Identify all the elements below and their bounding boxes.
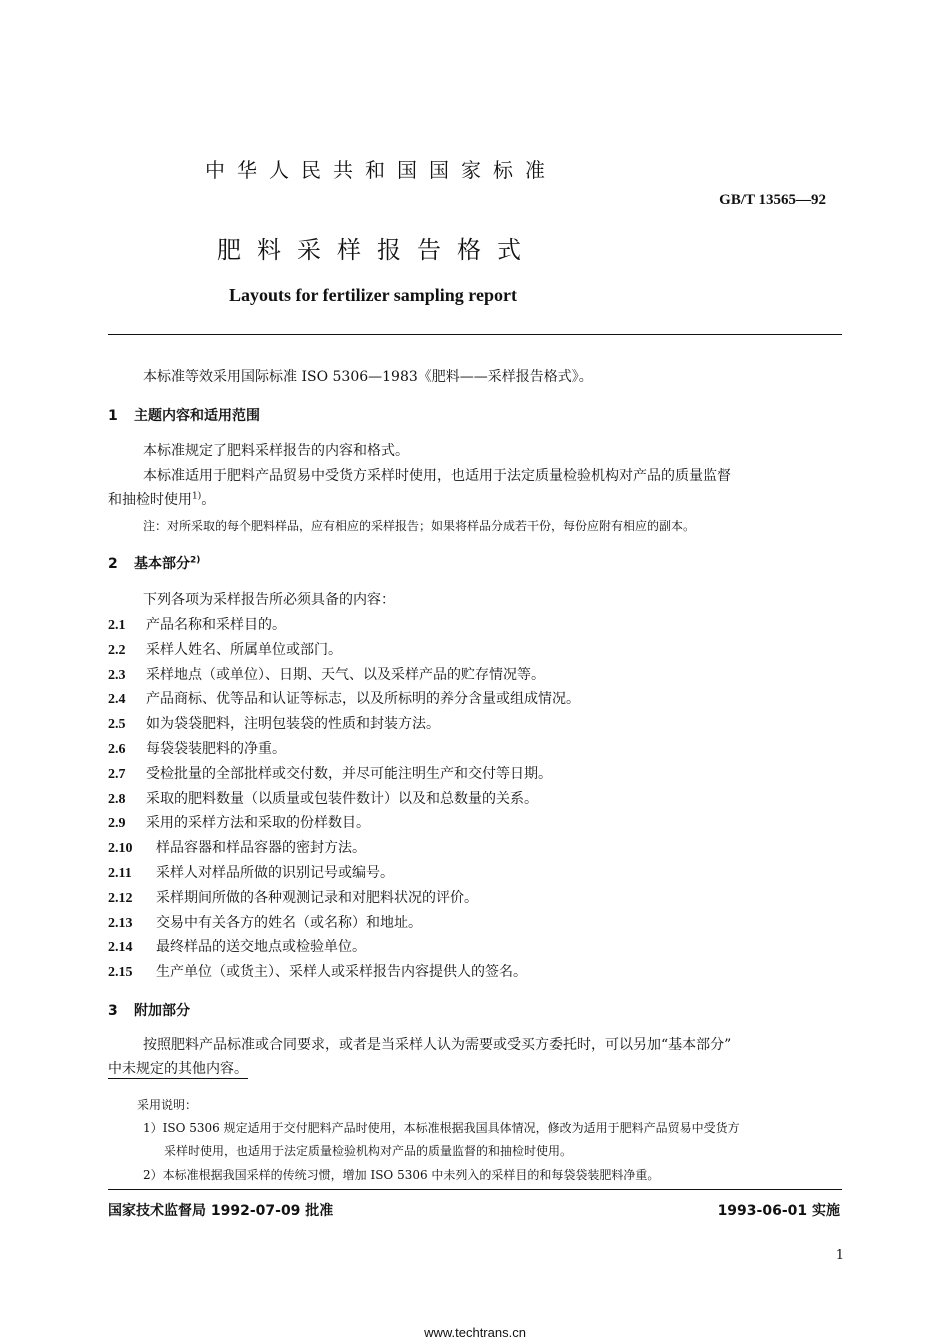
clause-text: 生产单位（或货主）、采样人或采样报告内容提供人的签名。: [156, 964, 527, 981]
clause-text: 样品容器和样品容器的密封方法。: [156, 840, 366, 857]
clause-number: 2.7: [108, 766, 126, 782]
clause-text: 采样人对样品所做的识别记号或编号。: [156, 865, 394, 881]
clause-text: 产品商标、优等品和认证等标志，以及所标明的养分含量或组成情况。: [146, 691, 580, 708]
clause-item: [108, 713, 440, 733]
clause-text: 每袋袋装肥料的净重。: [146, 741, 286, 757]
clause-text: 采样人姓名、所属单位或部门。: [146, 641, 342, 658]
section-1-paragraph-2-end: 。: [201, 492, 216, 508]
clause-number: 2.5: [108, 717, 126, 733]
clause-item: [108, 887, 478, 907]
clause-number: 2.10: [108, 841, 133, 857]
clause-text: 采样期间所做的各种观测记录和对肥料状况的评价。: [156, 889, 478, 906]
section-2-lead: 下列各项为采样报告所必须具备的内容：: [143, 592, 395, 608]
section-3-heading: [108, 1000, 190, 1020]
section-3-paragraph-line-2-text: 中未规定的其他内容。: [108, 1061, 248, 1077]
clause-item: [108, 812, 370, 832]
clause-text: 最终样品的送交地点或检验单位。: [156, 939, 366, 956]
clause-item: [108, 738, 286, 758]
section-1-note: 注：对所采取的每个肥料样品，应有相应的采样报告；如果将样品分成若干份，每份应附有相应的副本。: [143, 519, 696, 533]
clause-number: 2.11: [108, 866, 132, 881]
clause-number: 2.6: [108, 742, 126, 757]
clause-item: [108, 936, 366, 956]
section-3-number: 3: [108, 1003, 118, 1019]
section-3-paragraph-line-1: 按照肥料产品标准或合同要求，或者是当采样人认为需要或受买方委托时，可以另加“基本部分”: [143, 1037, 732, 1053]
clause-item: [108, 961, 527, 981]
footnote-ref-2: 2): [190, 555, 201, 566]
document-title-english: Layouts for fertilizer sampling report: [229, 285, 517, 305]
clause-number: 2.13: [108, 915, 133, 931]
clause-text: 受检批量的全部批样或交付数，并尽可能注明生产和交付等日期。: [146, 765, 552, 782]
section-3-title: 附加部分: [134, 1003, 190, 1019]
clause-item: [108, 614, 286, 634]
section-2-number: 2: [108, 556, 118, 572]
footer-divider: [108, 1189, 842, 1190]
section-1-number: 1: [108, 408, 118, 424]
section-1-paragraph-1: 本标准规定了肥料采样报告的内容和格式。: [143, 443, 409, 459]
website-link[interactable]: www.techtrans.cn: [424, 1325, 526, 1340]
adoption-notes-heading: 采用说明：: [137, 1098, 198, 1112]
clause-number: 2.14: [108, 940, 133, 956]
section-1-paragraph-2-line-1: 本标准适用于肥料产品贸易中受货方采样时使用，也适用于法定质量检验机构对产品的质量监督: [143, 468, 731, 484]
clause-item: [108, 788, 538, 808]
clause-item: [108, 837, 366, 857]
clause-item: [108, 862, 394, 882]
footnote-ref-1: 1): [192, 491, 202, 502]
clause-item: [108, 688, 580, 708]
intro-paragraph: 本标准等效采用国际标准 ISO 5306—1983《肥料——采样报告格式》。: [143, 369, 593, 385]
section-2-title: 基本部分: [134, 556, 190, 572]
standard-code: GB/T 13565—92: [719, 192, 826, 208]
clause-number: 2.8: [108, 791, 126, 807]
section-1-paragraph-2-text: 和抽检时使用: [108, 492, 192, 508]
clause-number: 2.2: [108, 642, 126, 658]
adoption-note-2: 2）本标准根据我国采样的传统习惯，增加 ISO 5306 中未列入的采样目的和每袋袋装肥料净重。: [143, 1168, 660, 1182]
clause-text: 交易中有关各方的姓名（或名称）和地址。: [156, 914, 422, 931]
clause-number: 2.3: [108, 667, 126, 683]
document-title: 肥料采样报告格式: [217, 236, 537, 264]
effective-date-line: 1993-06-01 实施: [717, 1203, 840, 1219]
section-3-paragraph-line-2: [108, 1058, 248, 1080]
adoption-note-1-line-2: 采样时使用，也适用于法定质量检验机构对产品的质量监督的和抽检时使用。: [164, 1144, 573, 1158]
section-2-heading: [108, 553, 200, 573]
clause-number: 2.1: [108, 618, 126, 633]
clause-item: [108, 664, 545, 684]
clause-text: 产品名称和采样目的。: [146, 617, 286, 633]
approval-line: 国家技术监督局 1992-07-09 批准: [108, 1203, 334, 1219]
clause-number: 2.15: [108, 965, 133, 981]
section-1-title: 主题内容和适用范围: [134, 408, 260, 424]
page-number: 1: [835, 1248, 844, 1263]
standard-org-title: 中华人民共和国国家标准: [205, 158, 557, 182]
clause-number: 2.9: [108, 816, 126, 832]
clause-number: 2.4: [108, 692, 126, 708]
adoption-note-1-line-1: 1）ISO 5306 规定适用于交付肥料产品时使用，本标准根据我国具体情况，修改为适用于肥料产品贸易中受货方: [143, 1121, 740, 1135]
clause-text: 如为袋袋肥料，注明包装袋的性质和封装方法。: [146, 716, 440, 733]
section-1-heading: [108, 405, 260, 425]
clause-item: [108, 639, 342, 659]
section-1-paragraph-2-line-2: [108, 489, 215, 511]
clause-text: 采取的肥料数量（以质量或包装件数计）以及和总数量的关系。: [146, 790, 538, 807]
clause-item: [108, 912, 422, 932]
clause-item: [108, 763, 552, 783]
clause-text: 采用的采样方法和采取的份样数目。: [146, 815, 370, 832]
header-divider: [108, 334, 842, 335]
clause-number: 2.12: [108, 890, 133, 906]
clause-text: 采样地点（或单位）、日期、天气、以及采样产品的贮存情况等。: [146, 666, 545, 683]
